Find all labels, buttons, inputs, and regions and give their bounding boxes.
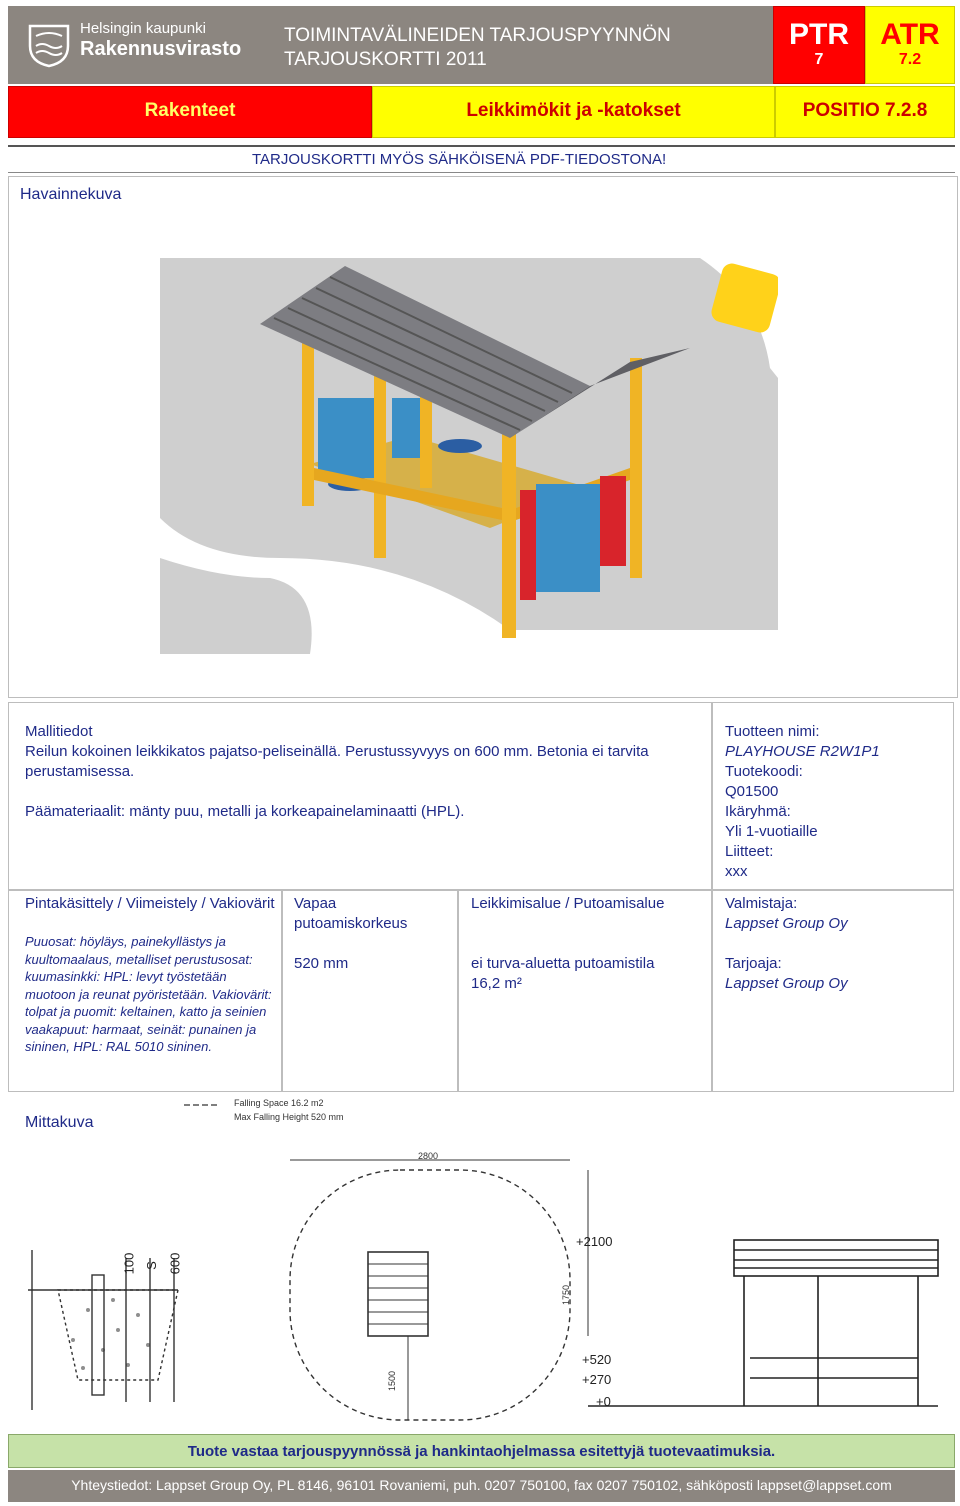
atr-box — [865, 6, 955, 84]
age-group-label: Ikäryhmä: — [725, 803, 791, 820]
ptr-box — [773, 6, 865, 84]
dim-foundation-100: 100 — [121, 1252, 137, 1275]
age-group: Yli 1-vuotiaille — [725, 823, 818, 840]
notice-underline — [8, 172, 955, 173]
pdf-notice: TARJOUSKORTTI MYÖS SÄHKÖISENÄ PDF-TIEDOSTONA! — [252, 151, 667, 168]
play-area-heading: Leikkimisalue / Putoamisalue — [471, 895, 665, 912]
subcategory-cell: Leikkimökit ja -katokset — [372, 86, 775, 138]
dim-depth2: 1500 — [387, 1370, 398, 1392]
product-name-label: Tuotteen nimi: — [725, 723, 820, 740]
bidder: Lappset Group Oy — [725, 975, 848, 992]
illustration-label: Havainnekuva — [20, 186, 122, 203]
header-bar — [8, 6, 773, 84]
bidder-label: Tarjoaja: — [725, 955, 782, 972]
play-area-text: ei turva-aluetta putoamistila 16,2 m² — [471, 955, 655, 992]
playhouse-illustration — [160, 258, 778, 654]
height-2100: +2100 — [576, 1234, 613, 1249]
height-0: +0 — [596, 1394, 611, 1409]
dim-depth1: 1750 — [561, 1284, 572, 1306]
model-description: Reilun kokoinen leikkikatos pajatso-peliseinällä. Perustussyvyys on 600 mm. Betonia ei tarvita perustamisessa. — [25, 743, 649, 780]
dim-foundation-600: 600 — [167, 1252, 183, 1275]
legend-falling-space: Falling Space 16.2 m2 — [234, 1098, 324, 1108]
dimension-label: Mittakuva — [25, 1114, 94, 1131]
product-code-label: Tuotekoodi: — [725, 763, 803, 780]
atr-label: ATR — [880, 18, 940, 51]
attachments-label: Liitteet: — [725, 843, 774, 860]
notice-line — [8, 145, 955, 147]
maker-label: Valmistaja: — [725, 895, 798, 912]
fall-height-heading: Vapaa putoamiskorkeus — [294, 895, 408, 932]
height-270: +270 — [582, 1372, 612, 1387]
document-title-line2: TARJOUSKORTTI 2011 — [284, 49, 487, 70]
category-cell: Rakenteet — [8, 86, 372, 138]
dim-foundation-s: S — [143, 1261, 159, 1270]
model-heading: Mallitiedot — [25, 723, 93, 740]
logo-city-name: Helsingin kaupunki — [80, 20, 206, 37]
city-crest-icon — [26, 22, 72, 68]
compliance-statement: Tuote vastaa tarjouspyynnössä ja hankintaohjelmassa esitettyjä tuotevaatimuksia. — [8, 1434, 955, 1468]
dimension-drawing — [28, 1140, 948, 1430]
legend-max-height: Max Falling Height 520 mm — [234, 1112, 344, 1122]
product-name: PLAYHOUSE R2W1P1 — [725, 743, 880, 760]
dim-width: 2800 — [418, 1151, 439, 1161]
finish-text: Puuosat: höyläys, painekyllästys ja kuultomaalaus, metalliset perustusosat: kuumasinkki: HPL: levyt työstetään muotoon ja reunat pyöristetään. Vakiovärit: tolpat ja puomit: keltainen, katto ja seinien vaakapuut: harmaat, seinät: punainen ja sininen, HPL: RAL 5010 sininen. — [25, 934, 272, 1054]
atr-value: 7.2 — [898, 51, 922, 68]
logo-department-name: Rakennusvirasto — [80, 38, 242, 60]
fall-height-value: 520 mm — [294, 955, 349, 972]
contact-info: Yhteystiedot: Lappset Group Oy, PL 8146, 96101 Rovaniemi, puh. 0207 750100, fax 0207 750102, sähköposti lappset@lappset.com — [8, 1470, 955, 1502]
attachments: xxx — [725, 863, 748, 880]
model-materials: Päämateriaalit: mänty puu, metalli ja korkeapainelaminaatti (HPL). — [25, 803, 465, 820]
position-cell: POSITIO 7.2.8 — [775, 86, 955, 138]
finish-heading: Pintakäsittely / Viimeistely / Vakiovärit — [25, 895, 275, 912]
ptr-value: 7 — [814, 51, 824, 68]
maker: Lappset Group Oy — [725, 915, 848, 932]
model-info-cell — [8, 702, 712, 890]
height-520: +520 — [582, 1352, 612, 1367]
product-code: Q01500 — [725, 783, 779, 800]
document-title-line1: TOIMINTAVÄLINEIDEN TARJOUSPYYNNÖN — [284, 25, 671, 46]
ptr-label: PTR — [789, 18, 849, 51]
